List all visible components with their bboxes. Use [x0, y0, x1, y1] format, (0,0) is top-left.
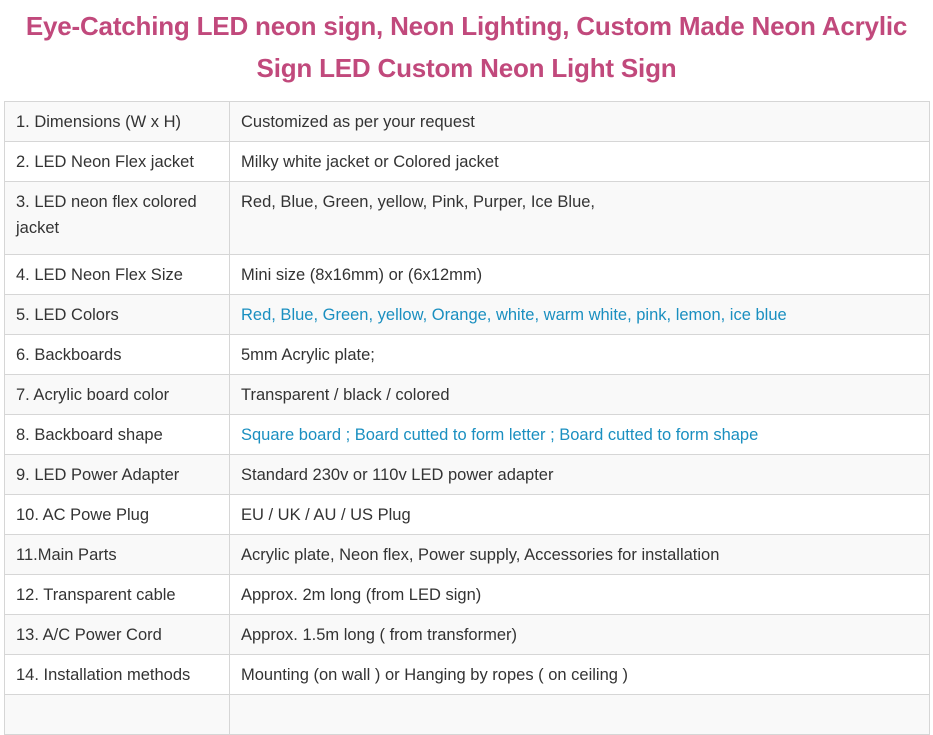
spec-label: 7. Acrylic board color — [5, 375, 230, 415]
spec-label: 12. Transparent cable — [5, 575, 230, 615]
table-row — [5, 575, 930, 615]
spec-value: EU / UK / AU / US Plug — [230, 495, 930, 535]
table-row — [5, 142, 930, 182]
spec-label: 8. Backboard shape — [5, 415, 230, 455]
spec-label: 3. LED neon flex colored jacket — [5, 182, 230, 255]
table-row — [5, 615, 930, 655]
spec-value: Milky white jacket or Colored jacket — [230, 142, 930, 182]
table-row — [5, 415, 930, 455]
table-row — [5, 375, 930, 415]
table-row — [5, 535, 930, 575]
table-row — [5, 655, 930, 695]
table-row — [5, 335, 930, 375]
spec-table — [4, 101, 930, 735]
spec-label: 14. Installation methods — [5, 655, 230, 695]
spec-value: Approx. 2m long (from LED sign) — [230, 575, 930, 615]
table-row — [5, 695, 930, 735]
table-row — [5, 102, 930, 142]
page-title-line-2: Sign LED Custom Neon Light Sign — [256, 53, 677, 83]
spec-value: Standard 230v or 110v LED power adapter — [230, 455, 930, 495]
spec-label-empty — [5, 695, 230, 735]
table-row — [5, 455, 930, 495]
spec-label: 4. LED Neon Flex Size — [5, 255, 230, 295]
table-row — [5, 295, 930, 335]
spec-value: Mounting (on wall ) or Hanging by ropes ( on ceiling ) — [230, 655, 930, 695]
table-row — [5, 495, 930, 535]
spec-value: Red, Blue, Green, yellow, Pink, Purper, Ice Blue, — [230, 182, 930, 255]
spec-label: 9. LED Power Adapter — [5, 455, 230, 495]
table-row — [5, 182, 930, 255]
spec-label: 1. Dimensions (W x H) — [5, 102, 230, 142]
spec-label: 11.Main Parts — [5, 535, 230, 575]
spec-label: 6. Backboards — [5, 335, 230, 375]
spec-label: 5. LED Colors — [5, 295, 230, 335]
spec-value: Customized as per your request — [230, 102, 930, 142]
page-title — [0, 5, 933, 89]
spec-value: Acrylic plate, Neon flex, Power supply, Accessories for installation — [230, 535, 930, 575]
spec-value-link[interactable]: Red, Blue, Green, yellow, Orange, white, warm white, pink, lemon, ice blue — [230, 295, 930, 335]
spec-label: 13. A/C Power Cord — [5, 615, 230, 655]
spec-label: 2. LED Neon Flex jacket — [5, 142, 230, 182]
spec-value: Mini size (8x16mm) or (6x12mm) — [230, 255, 930, 295]
page-title-line-1: Eye-Catching LED neon sign, Neon Lighting, Custom Made Neon Acrylic — [25, 11, 908, 41]
table-row — [5, 255, 930, 295]
spec-label: 10. AC Powe Plug — [5, 495, 230, 535]
spec-value: Transparent / black / colored — [230, 375, 930, 415]
spec-value: Approx. 1.5m long ( from transformer) — [230, 615, 930, 655]
spec-value-empty — [230, 695, 930, 735]
spec-value-link[interactable]: Square board ; Board cutted to form letter ; Board cutted to form shape — [230, 415, 930, 455]
spec-value: 5mm Acrylic plate; — [230, 335, 930, 375]
